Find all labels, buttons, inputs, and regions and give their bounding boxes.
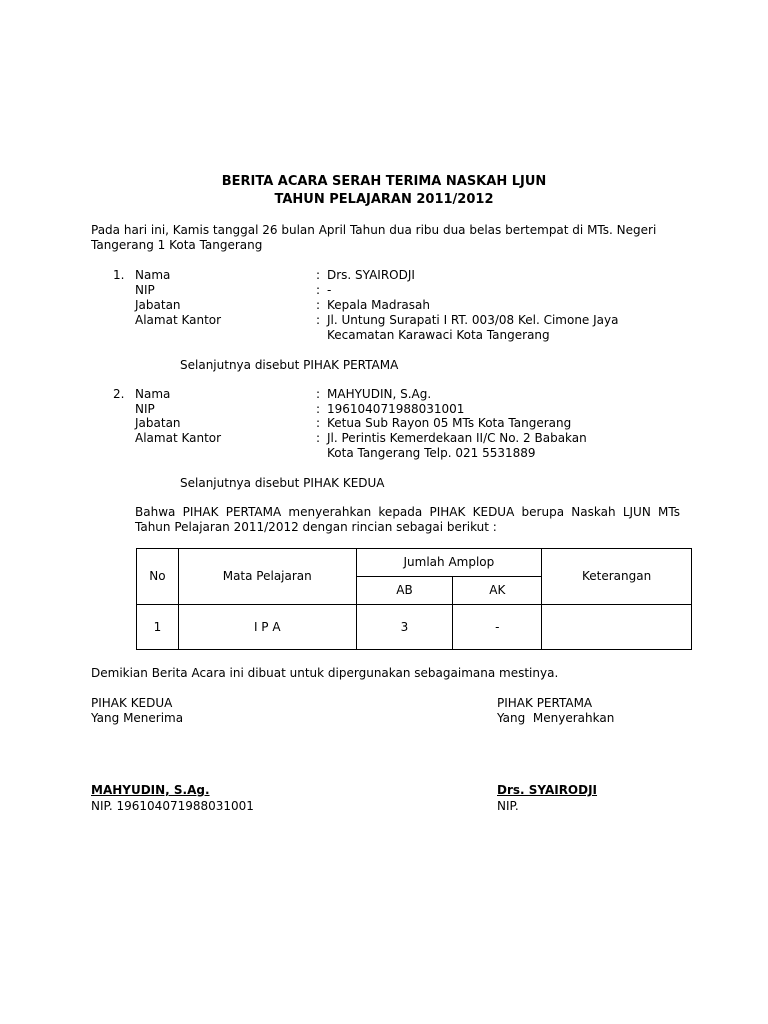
colon: : — [316, 387, 321, 401]
table-header-row — [137, 549, 692, 577]
closing-statement: Demikian Berita Acara ini dibuat untuk dipergunakan sebagaimana mestinya. — [91, 666, 559, 680]
sign-left-name: MAHYUDIN, S.Ag. — [91, 783, 210, 797]
party1-alamat-line1: Jl. Untung Surapati I RT. 003/08 Kel. Cimone Jaya — [327, 313, 619, 327]
party2-jabatan: Ketua Sub Rayon 05 MTs Kota Tangerang — [327, 416, 572, 430]
cell-ak: - — [453, 605, 542, 650]
envelope-table — [136, 548, 692, 650]
party1-alamat-line2: Kecamatan Karawaci Kota Tangerang — [327, 328, 550, 342]
party2-nip-label: NIP — [135, 402, 155, 416]
party2-nama-label: Nama — [135, 387, 171, 401]
handover-paragraph: Bahwa PIHAK PERTAMA menyerahkan kepada PIHAK KEDUA berupa Naskah LJUN MTs Tahun Pelajaran 2011/2012 dengan rincian sebagai berikut : — [135, 505, 680, 534]
sign-right-nip: NIP. — [497, 799, 519, 813]
party1-jabatan: Kepala Madrasah — [327, 298, 430, 312]
party2-alamat-line1: Jl. Perintis Kemerdekaan II/C No. 2 Babakan — [327, 431, 587, 445]
party2-designation: Selanjutnya disebut PIHAK KEDUA — [180, 476, 385, 490]
intro-paragraph: Pada hari ini, Kamis tanggal 26 bulan April Tahun dua ribu dua belas bertempat di MTs. Negeri Tangerang 1 Kota Tangerang — [91, 223, 657, 252]
table-row — [137, 605, 692, 650]
party2-nama: MAHYUDIN, S.Ag. — [327, 387, 432, 401]
sign-right-sub: Yang Menyerahkan — [497, 711, 615, 725]
party1-jabatan-label: Jabatan — [135, 298, 181, 312]
cell-subject: I P A — [178, 605, 356, 650]
header-envelopes: Jumlah Amplop — [356, 549, 542, 577]
party1-nama-label: Nama — [135, 268, 171, 282]
cell-no: 1 — [137, 605, 179, 650]
header-notes: Keterangan — [542, 549, 692, 605]
sign-right-role: PIHAK PERTAMA — [497, 696, 593, 710]
cell-ab: 3 — [356, 605, 453, 650]
party1-nip: - — [327, 283, 332, 297]
party1-designation: Selanjutnya disebut PIHAK PERTAMA — [180, 358, 399, 372]
colon: : — [316, 402, 321, 416]
colon: : — [316, 431, 321, 445]
colon: : — [316, 416, 321, 430]
colon: : — [316, 283, 321, 297]
party2-jabatan-label: Jabatan — [135, 416, 181, 430]
document-title: BERITA ACARA SERAH TERIMA NASKAH LJUN — [221, 174, 547, 189]
sign-left-sub: Yang Menerima — [91, 711, 184, 725]
header-ab: AB — [356, 577, 453, 605]
party2-alamat-label: Alamat Kantor — [135, 431, 222, 445]
cell-notes — [542, 605, 692, 650]
header-subject: Mata Pelajaran — [178, 549, 356, 605]
party2-number: 2. — [113, 387, 125, 401]
party1-alamat-label: Alamat Kantor — [135, 313, 222, 327]
sign-left-nip: NIP. 196104071988031001 — [91, 799, 254, 813]
header-no: No — [137, 549, 179, 605]
colon: : — [316, 313, 321, 327]
sign-right-name: Drs. SYAIRODJI — [497, 783, 598, 797]
sign-left-role: PIHAK KEDUA — [91, 696, 173, 710]
document-subtitle: TAHUN PELAJARAN 2011/2012 — [274, 192, 494, 207]
colon: : — [316, 298, 321, 312]
colon: : — [316, 268, 321, 282]
party2-alamat-line2: Kota Tangerang Telp. 021 5531889 — [327, 446, 536, 460]
party1-nama: Drs. SYAIRODJI — [327, 268, 415, 282]
party2-nip: 196104071988031001 — [327, 402, 465, 416]
party1-number: 1. — [113, 268, 125, 282]
party1-nip-label: NIP — [135, 283, 155, 297]
header-ak: AK — [453, 577, 542, 605]
